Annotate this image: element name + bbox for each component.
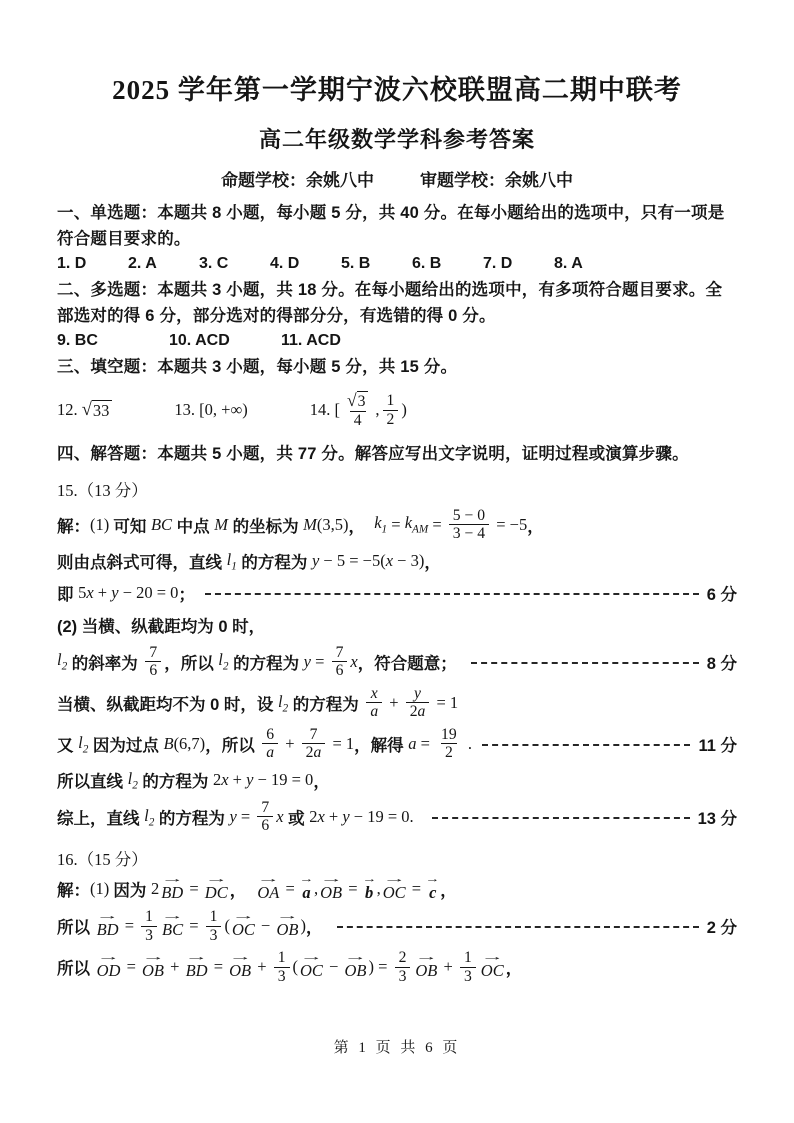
denominator <box>302 743 326 762</box>
paragraph: 三、填空题：本题共 3 小题，每小题 5 分，共 15 分。 <box>57 358 458 377</box>
answer-item: 4. D <box>270 255 300 273</box>
math-line <box>57 874 737 905</box>
math-run: + <box>166 957 184 977</box>
fraction <box>206 908 222 944</box>
math-run: = <box>209 957 228 977</box>
vector <box>228 951 252 981</box>
math-run: y <box>311 551 320 571</box>
text-run: 或 <box>283 809 310 828</box>
answer-item: 8. A <box>554 255 583 273</box>
numerator <box>343 391 372 412</box>
radicand: 3 <box>357 391 369 412</box>
vector-base: OD <box>96 961 121 981</box>
vector-arrow-icon: → <box>425 873 440 886</box>
fraction <box>302 726 326 762</box>
text-run: ，解得 <box>354 736 409 755</box>
answer-item: 1. D <box>57 255 87 273</box>
text-run: 的斜率为 <box>67 654 143 673</box>
proposer-school: 命题学校：余姚八中 <box>221 171 374 190</box>
math-line <box>57 610 737 641</box>
math-run: a <box>417 703 426 721</box>
math-sub-run: $l_2$ <box>78 732 89 755</box>
denominator <box>262 743 278 762</box>
vector-base: b <box>365 883 374 903</box>
denominator: 6 <box>332 661 348 680</box>
vector-arrow-icon: → <box>382 873 406 886</box>
vector-arrow-icon: → <box>204 873 228 886</box>
subscript: 2 <box>132 779 138 792</box>
vector-arrow-icon: → <box>299 873 314 886</box>
fraction <box>406 685 430 721</box>
radicand: 33 <box>92 400 113 422</box>
vector-base: OB <box>320 883 343 903</box>
numerator: 1 <box>277 949 286 967</box>
sqrt <box>82 400 113 422</box>
math-run: 14. [ <box>309 400 340 420</box>
subscript: 2 <box>282 701 289 714</box>
vector <box>96 909 120 939</box>
math-run: B <box>163 733 174 753</box>
math-run: − 19 = 0. <box>349 806 422 826</box>
dotted-leader <box>482 744 691 746</box>
denominator: 3 <box>395 967 411 986</box>
answer-item: 11. ACD <box>281 332 341 350</box>
paragraph: 四、解答题：本题共 5 小题，共 77 分。解答应写出文字说明，证明过程或演算步骤。 <box>57 444 689 463</box>
numerator: 1 <box>463 949 472 967</box>
numerator: 19 <box>441 725 457 743</box>
score-label: 13 分 <box>697 809 737 828</box>
text-run: 综上，直线 <box>57 809 145 828</box>
score-label: 11 分 <box>698 736 737 755</box>
fraction <box>141 908 157 944</box>
answer-item: 5. B <box>341 255 371 273</box>
vector <box>185 951 209 981</box>
math-line <box>57 765 737 796</box>
math-run: (6,7) <box>173 733 206 753</box>
fraction <box>460 949 476 985</box>
vector <box>361 873 377 903</box>
math-run: = <box>387 514 405 534</box>
vector-arrow-icon: → <box>228 951 252 964</box>
numerator: 2 <box>398 949 407 967</box>
vector <box>343 951 368 981</box>
math-run: y <box>229 806 237 826</box>
vector <box>160 873 184 903</box>
vector <box>382 873 406 903</box>
math-run: = <box>185 879 203 899</box>
math-run: , <box>313 879 319 899</box>
math-run: a <box>370 703 379 721</box>
vector <box>160 909 185 939</box>
answer-item: 7. D <box>483 255 513 273</box>
numerator: 5 − 0 <box>452 506 486 524</box>
math-run: = 1 <box>432 692 459 712</box>
math-line <box>57 947 737 987</box>
text-run: 所以直线 <box>57 773 128 792</box>
math-run: ) = <box>368 957 392 977</box>
math-run: + <box>439 957 457 977</box>
vector-arrow-icon: → <box>160 873 184 886</box>
text-run: ； <box>178 586 195 605</box>
vector-base: BC <box>161 919 184 939</box>
math-run: = <box>344 879 362 899</box>
math-run: , <box>376 879 381 899</box>
fraction <box>366 685 382 721</box>
text-run: 所以 <box>57 919 95 938</box>
denominator: 3 − 4 <box>449 524 489 543</box>
denominator: 6 <box>145 661 161 680</box>
math-run: + <box>228 770 247 790</box>
math-run: y <box>414 684 421 702</box>
text-run: 因为过点 <box>88 736 164 755</box>
fraction <box>332 644 348 680</box>
denominator: 3 <box>141 926 157 945</box>
vector <box>96 951 121 981</box>
math-line <box>57 578 737 609</box>
math-run: 12. <box>57 400 82 420</box>
math-run: 15.（13 分） <box>57 480 148 500</box>
text-run: 的方程为 <box>236 554 312 573</box>
vector <box>299 951 324 981</box>
answer-item: 2. A <box>128 255 157 273</box>
math-run: a <box>266 744 275 762</box>
fraction <box>262 726 278 762</box>
math-run: 2 <box>409 703 418 721</box>
math-line <box>57 546 737 577</box>
math-run: x <box>317 806 325 826</box>
math-run: + <box>324 806 343 826</box>
math-run: = <box>185 916 203 936</box>
page-subtitle: 高二年级数学学科参考答案 <box>258 127 535 152</box>
vector-arrow-icon: → <box>361 873 377 886</box>
reviewer-school: 审题学校：余姚八中 <box>420 171 573 190</box>
vector-base: BD <box>96 919 119 939</box>
vector <box>256 873 280 903</box>
text-run: 即 <box>57 586 79 605</box>
math-run: M <box>214 514 228 534</box>
text-run: 解： <box>57 882 90 901</box>
text-run: 可知 <box>113 517 151 536</box>
vector-base: BD <box>161 883 184 903</box>
fraction <box>395 949 411 985</box>
document-body <box>57 201 737 987</box>
math-run: (1) <box>90 514 114 534</box>
answer-item: 10. ACD <box>169 332 230 350</box>
subscript: 2 <box>222 660 229 673</box>
fraction <box>274 949 290 985</box>
math-run: = <box>120 916 139 936</box>
vector-base: c <box>429 883 437 903</box>
text-run: 因为 <box>113 882 151 901</box>
math-run: + <box>385 692 403 712</box>
subscript: 2 <box>61 660 68 673</box>
vector-arrow-icon: → <box>231 909 255 922</box>
subscript: 1 <box>231 560 237 573</box>
text-run: ， <box>527 517 544 536</box>
denominator <box>366 702 382 721</box>
vector-arrow-icon: → <box>275 909 300 922</box>
math-run: = <box>236 806 255 826</box>
math-line <box>57 724 737 764</box>
text-run: 所以 <box>57 960 95 979</box>
subscript: 1 <box>381 523 388 536</box>
math-run: x <box>370 684 378 702</box>
denominator: 3 <box>460 967 476 986</box>
text-run: ， <box>229 882 256 901</box>
math-run: 13. [0, +∞) <box>174 400 248 420</box>
vector-arrow-icon: → <box>141 951 165 964</box>
denominator <box>406 702 430 721</box>
text-run: 的方程为 <box>228 654 304 673</box>
vector-base: OB <box>229 961 252 981</box>
text-run: 当横、纵截距均不为 0 时，设 <box>57 695 278 714</box>
text-run: 又 <box>57 736 79 755</box>
math-sub-run: $l_2$ <box>218 650 229 673</box>
math-run: − <box>256 916 275 936</box>
math-run: 2 <box>305 744 314 762</box>
score-label: 6 分 <box>706 586 737 605</box>
text-run: 则由点斜式可得，直线 <box>57 554 227 573</box>
math-run: + <box>281 733 299 753</box>
text-run: 的方程为 <box>154 809 230 828</box>
radical-sign: √ <box>81 398 92 419</box>
vector-base: OB <box>276 919 299 939</box>
math-run: = −5 <box>492 514 528 534</box>
math-line <box>57 797 737 837</box>
math-run: BC <box>150 514 173 534</box>
vector <box>480 951 504 981</box>
vector-base: a <box>302 883 311 903</box>
fraction <box>449 507 489 543</box>
dotted-leader <box>432 817 690 819</box>
vector-base: OB <box>344 961 367 981</box>
vector-arrow-icon: → <box>480 951 504 964</box>
math-run: x <box>276 806 284 826</box>
math-run: + <box>253 957 271 977</box>
math-run: − <box>324 957 343 977</box>
vector-base: OB <box>415 961 438 981</box>
text-run: 的坐标为 <box>227 517 304 536</box>
fraction <box>257 799 273 835</box>
radical-sign: √ <box>346 389 357 410</box>
numerator: 1 <box>386 392 395 410</box>
vector-arrow-icon: → <box>96 951 121 964</box>
denominator: 3 <box>274 967 290 986</box>
denominator: 2 <box>383 410 399 429</box>
school-line <box>57 166 737 191</box>
text-run: 解： <box>57 517 90 536</box>
math-line <box>57 505 737 545</box>
numerator: 7 <box>149 643 158 661</box>
math-run: 16.（15 分） <box>57 849 148 869</box>
vector <box>275 909 300 939</box>
math-run: + <box>93 583 112 603</box>
numerator: 6 <box>266 725 275 743</box>
vector-base: OC <box>300 961 323 981</box>
math-run: M <box>303 514 317 534</box>
math-run: a <box>313 744 322 762</box>
math-run: x <box>221 770 229 790</box>
vector-base: OC <box>480 961 504 981</box>
vector-arrow-icon: → <box>185 951 209 964</box>
page-footer: 第 1 页 共 6 页 <box>333 1040 461 1056</box>
math-run: y <box>303 651 311 671</box>
numerator: 7 <box>261 798 270 816</box>
math-line <box>57 642 737 682</box>
numerator: 7 <box>309 725 318 743</box>
math-run: a <box>408 733 417 753</box>
text-run: 的方程为 <box>288 695 364 714</box>
answer-item: 6. B <box>412 255 442 273</box>
text-run: ， <box>424 554 441 573</box>
math-run: = <box>416 733 435 753</box>
math-run: − 19 = 0 <box>253 770 314 790</box>
math-run: = <box>407 879 426 899</box>
vector-arrow-icon: → <box>343 951 368 964</box>
denominator: 6 <box>257 816 273 835</box>
fraction <box>383 392 399 428</box>
text-run: ， <box>305 919 328 938</box>
denominator: 3 <box>206 926 222 945</box>
numerator: 1 <box>145 907 153 925</box>
math-run: = 1 <box>328 733 355 753</box>
vector <box>319 873 343 903</box>
text-run: ， <box>440 882 457 901</box>
numerator <box>367 685 382 703</box>
math-run: (3,5) <box>316 514 349 534</box>
math-run: − 5 = −5( <box>319 551 386 571</box>
numerator <box>410 685 425 703</box>
text-run: ，所以 <box>205 736 260 755</box>
math-sub-run: $k_1$ <box>374 513 388 536</box>
math-run: y <box>246 770 254 790</box>
subscript: 2 <box>148 816 155 829</box>
dotted-leader <box>205 593 699 595</box>
math-run: 2 <box>309 806 318 826</box>
paragraph: 一、单选题：本题共 8 小题，每小题 5 分，共 40 分。在每小题给出的选项中，只有一项是符合题目要求的。 <box>57 204 725 248</box>
text-run: 中点 <box>172 517 215 536</box>
math-run: 2 <box>212 770 222 790</box>
answer-item: 3. C <box>199 255 229 273</box>
vector-arrow-icon: → <box>299 951 324 964</box>
dotted-leader <box>337 926 699 928</box>
vector-base: DC <box>204 883 228 903</box>
answer-row <box>57 332 737 350</box>
math-run: x <box>86 583 94 603</box>
text-run: ， <box>348 517 375 536</box>
vector-arrow-icon: → <box>96 909 120 922</box>
vector <box>299 873 314 903</box>
math-run: ( <box>224 916 230 936</box>
vector-base: OC <box>231 919 255 939</box>
denominator: 4 <box>350 411 366 430</box>
math-line <box>57 683 737 723</box>
math-run: , <box>375 400 380 420</box>
math-run: (1) <box>90 879 114 899</box>
denominator: 2 <box>441 743 457 762</box>
paragraph: 二、多选题：本题共 3 小题，共 18 分。在每小题给出的选项中，有多项符合题目要求。全部选对的得 6 分，部分选对的得部分分，有选错的得 0 分。 <box>57 281 723 325</box>
text-run: (2) 当横、纵截距均为 0 时， <box>57 618 266 637</box>
subscript: AM <box>412 523 429 536</box>
math-run: x <box>350 651 358 671</box>
text-run: ， <box>313 773 330 792</box>
dotted-leader <box>471 662 698 664</box>
vector-base: OC <box>382 883 406 903</box>
answer-item: 9. BC <box>57 332 98 350</box>
math-run: ( <box>292 957 299 977</box>
vector <box>204 873 228 903</box>
math-sub-run: $k_{AM}$ <box>404 513 429 536</box>
sqrt <box>347 391 368 412</box>
math-run: 2 <box>150 879 160 899</box>
score-label: 8 分 <box>706 654 737 673</box>
math-run: − 3) <box>393 551 425 571</box>
vector-arrow-icon: → <box>256 873 280 886</box>
vector-base: OA <box>257 883 280 903</box>
vector-arrow-icon: → <box>414 951 438 964</box>
math-sub-run: $l_2$ <box>277 691 289 714</box>
math-run: x <box>385 551 394 571</box>
text-run: ，所以 <box>164 654 219 673</box>
vector-arrow-icon: → <box>160 909 185 922</box>
page-title: 2025 学年第一学期宁波六校联盟高二期中联考 <box>112 75 682 105</box>
fraction <box>437 726 461 762</box>
math-line <box>57 389 737 432</box>
vector <box>414 951 438 981</box>
vector-base: BD <box>185 961 208 981</box>
vector <box>141 951 165 981</box>
fraction <box>145 644 161 680</box>
math-sub-run: $l_2$ <box>144 805 155 829</box>
math-run: ) <box>300 916 306 936</box>
vector <box>231 909 255 939</box>
math-run: y <box>342 806 350 826</box>
math-run: ) <box>401 400 407 420</box>
numerator: 1 <box>209 907 218 925</box>
math-line <box>57 843 737 873</box>
answer-row <box>57 255 737 273</box>
math-sub-run: $l_2$ <box>127 769 138 792</box>
math-sub-run: $l_1$ <box>226 549 237 573</box>
math-sub-run: $l_2$ <box>57 650 68 673</box>
math-run: = <box>122 957 140 977</box>
subscript: 2 <box>82 742 89 755</box>
math-run: = <box>428 514 446 534</box>
math-run: . <box>463 733 472 753</box>
score-label: 2 分 <box>706 919 737 938</box>
fraction <box>343 391 372 430</box>
math-run: 5 <box>78 583 87 603</box>
math-run: = <box>311 651 329 671</box>
vector-arrow-icon: → <box>319 873 343 886</box>
vector <box>425 873 440 903</box>
math-run: y <box>111 583 119 603</box>
vector-base: OB <box>142 961 164 981</box>
text-run: ，符合题意； <box>357 654 462 673</box>
math-run: = <box>281 879 299 899</box>
numerator: 7 <box>335 643 344 661</box>
math-run: − 20 = 0 <box>118 583 179 603</box>
math-line <box>57 906 737 946</box>
text-run: 的方程为 <box>137 773 213 792</box>
text-run: ， <box>505 960 523 979</box>
math-line <box>57 474 737 504</box>
